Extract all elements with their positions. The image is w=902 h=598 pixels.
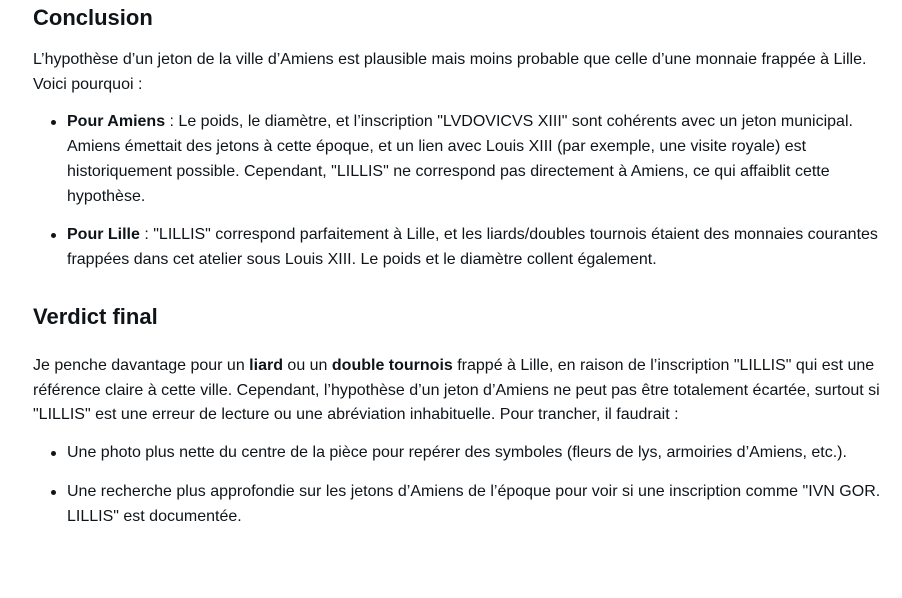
conclusion-intro-paragraph: L’hypothèse d’un jeton de la ville d’Amiens est plausible mais moins probable que celle d’une monnaie frappée à Lille. Voici pourquoi :	[33, 51, 867, 93]
verdict-heading: Verdict final	[33, 304, 158, 329]
bullet-label-amiens: Pour Amiens	[67, 113, 166, 130]
list-item-pour-lille	[67, 222, 892, 272]
bullet-text-amiens: : Le poids, le diamètre, et l’inscription "LVDOVICVS XIII" sont cohérents avec un jeton municipal. Amiens émettait des jetons à cette époque, et un lien avec Louis XIII (par exemple, une visite royale) est historiquement possible. Cependant, "LILLIS" ne correspond pas directement à Amiens, ce qui affaiblit cette hypothèse.	[67, 113, 853, 205]
conclusion-bullet-list	[33, 109, 892, 272]
conclusion-heading: Conclusion	[33, 5, 153, 30]
list-item-recherche: Une recherche plus approfondie sur les jetons d’Amiens de l’époque pour voir si une inscription comme "IVN GOR. LILLIS" est documentée.	[67, 479, 892, 529]
verdict-paragraph	[33, 354, 892, 428]
verdict-text-1: Je penche davantage pour un	[33, 357, 250, 374]
verdict-bold-double-tournois: double tournois	[331, 357, 453, 374]
verdict-text-3: frappé à Lille, en raison de l’inscription "LILLIS" qui est une référence claire à cette ville. Cependant, l’hypothèse d’un jeton d’Amiens ne peut pas être totalement écartée, surtout si "LILLIS" est une erreur de lecture ou une abréviation inhabituelle. Pour trancher, il faudrait :	[33, 357, 880, 423]
bullet-label-lille: Pour Lille	[67, 226, 140, 243]
verdict-bold-liard: liard	[249, 357, 283, 374]
bullet-text-lille: : "LILLIS" correspond parfaitement à Lille, et les liards/doubles tournois étaient des monnaies courantes frappées dans cet atelier sous Louis XIII. Le poids et le diamètre collent également.	[67, 226, 878, 268]
list-item-pour-amiens	[67, 109, 892, 209]
verdict-text-2: ou un	[282, 357, 332, 374]
verdict-bullet-list	[33, 440, 892, 529]
list-item-photo: Une photo plus nette du centre de la pièce pour repérer des symboles (fleurs de lys, armoiries d’Amiens, etc.).	[67, 440, 892, 465]
